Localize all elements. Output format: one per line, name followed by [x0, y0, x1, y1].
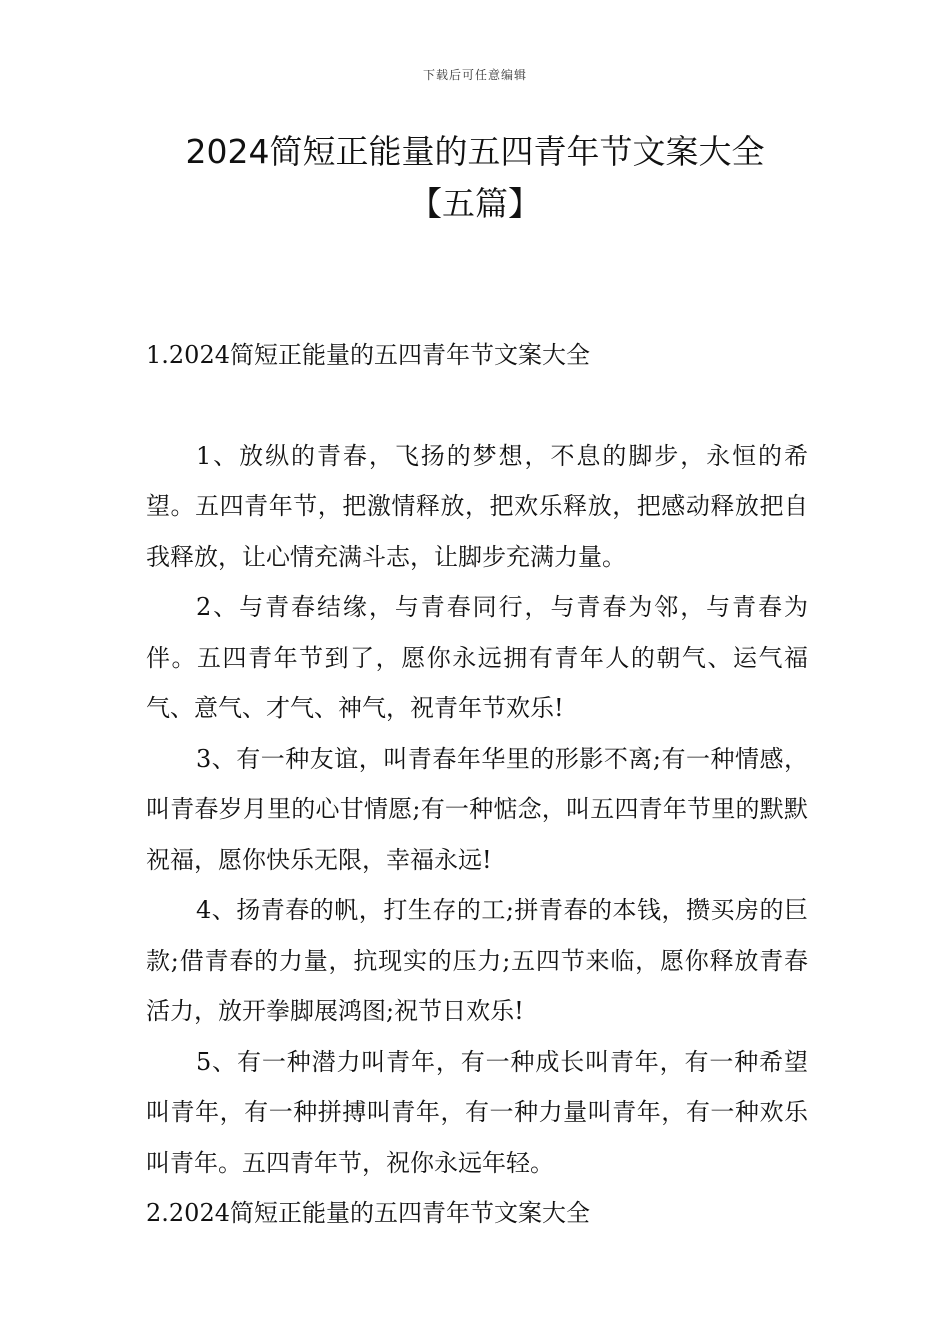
- paragraph-5: 5、有一种潜力叫青年，有一种成长叫青年，有一种希望叫青年，有一种拼搏叫青年，有一种力量叫青年，有一种欢乐叫青年。五四青年节，祝你永远年轻。: [146, 1047, 808, 1177]
- document-title-line-1: 2024简短正能量的五四青年节文案大全: [185, 132, 765, 171]
- header-note: 下载后可任意编辑: [422, 68, 527, 82]
- document-title-line-2: 【五篇】: [409, 184, 541, 223]
- paragraph-1: 1、放纵的青春，飞扬的梦想，不息的脚步，永恒的希望。五四青年节，把激情释放，把欢乐释放，把感动释放把自我释放，让心情充满斗志，让脚步充满力量。: [146, 441, 808, 571]
- document-title: [100, 126, 850, 230]
- document-body: [146, 330, 808, 1239]
- paragraph-2: 2、与青春结缘，与青春同行，与青春为邻，与青春为伴。五四青年节到了，愿你永远拥有青年人的朝气、运气福气、意气、才气、神气，祝青年节欢乐!: [146, 593, 808, 722]
- paragraph-3: 3、有一种友谊，叫青春年华里的形影不离;有一种情感，叫青春岁月里的心甘情愿;有一种惦念，叫五四青年节里的默默祝福，愿你快乐无限，幸福永远!: [146, 744, 808, 874]
- section-heading-2: 2.2024简短正能量的五四青年节文案大全: [146, 1199, 590, 1227]
- paragraph-4: 4、扬青春的帆，打生存的工;拼青春的本钱，攒买房的巨款;借青春的力量，抗现实的压力;五四节来临，愿你释放青春活力，放开拳脚展鸿图;祝节日欢乐!: [146, 896, 808, 1025]
- section-heading-1: 1.2024简短正能量的五四青年节文案大全: [146, 341, 590, 369]
